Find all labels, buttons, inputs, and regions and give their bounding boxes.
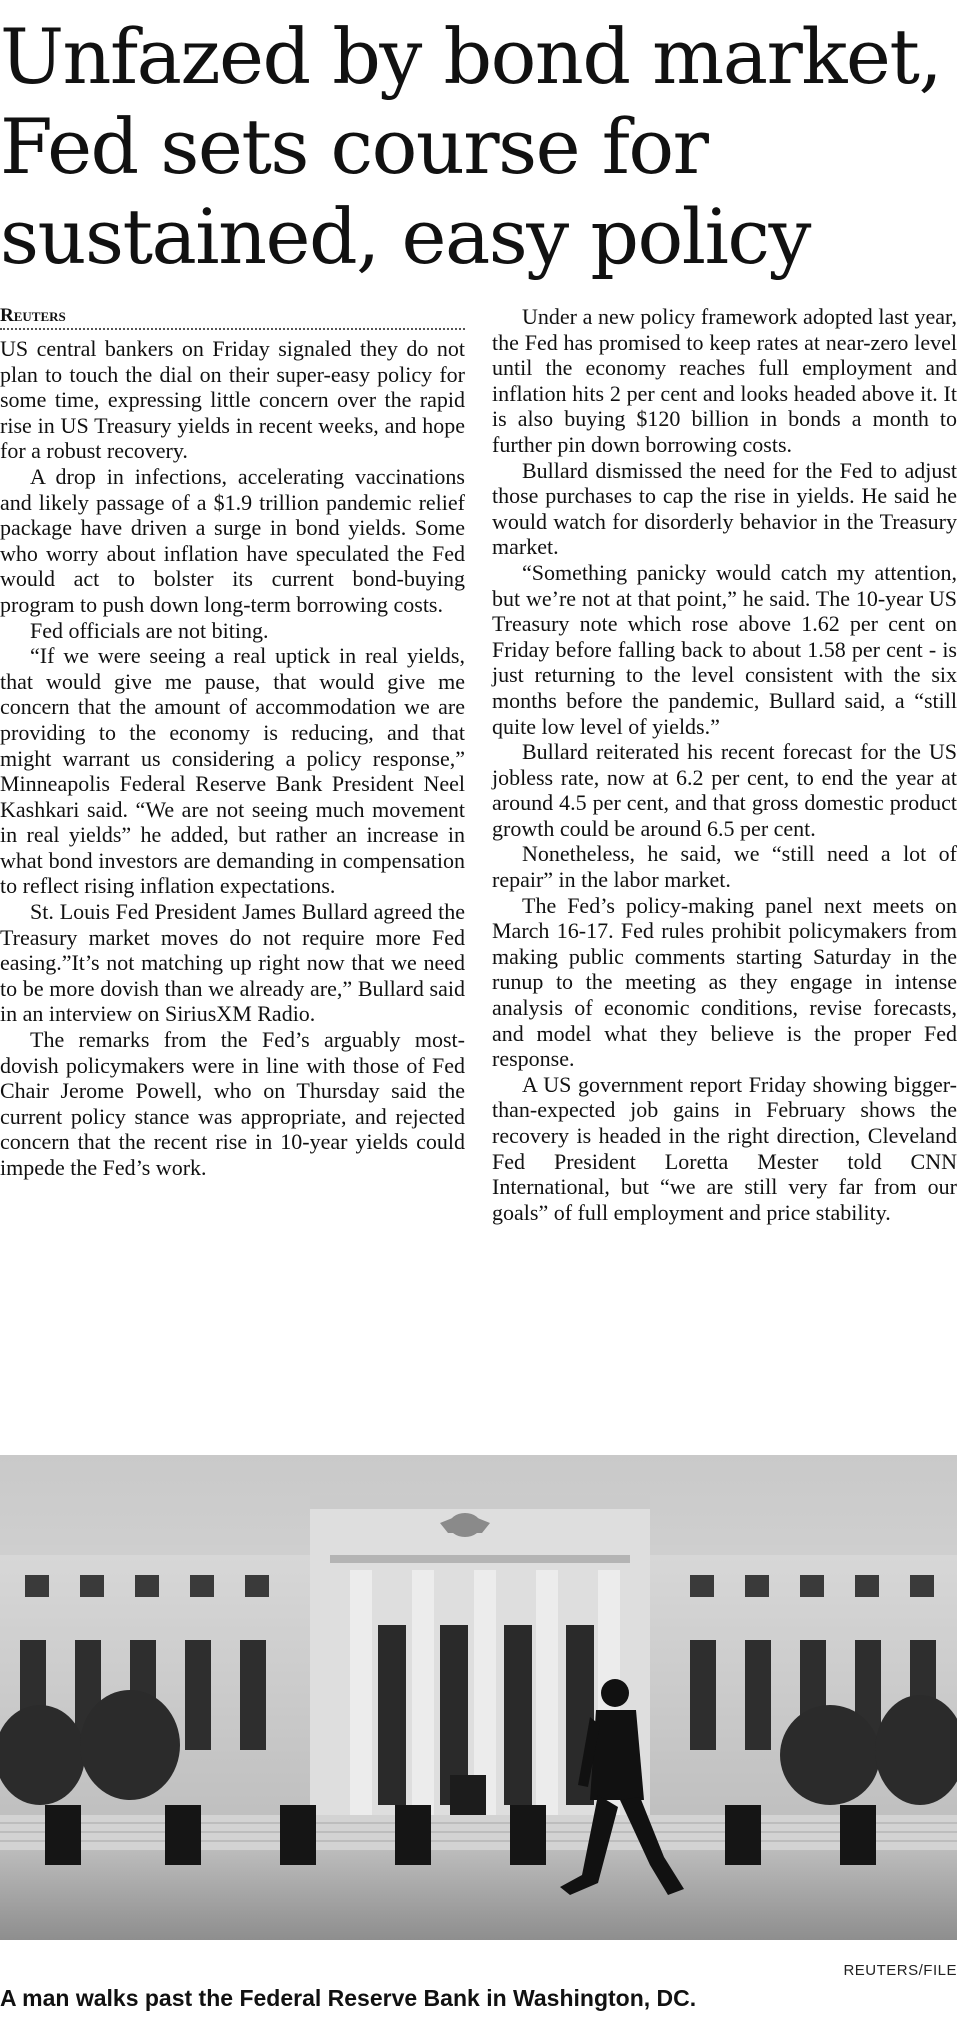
paragraph: St. Louis Fed President James Bullard agreed the Treasury market moves do not require more Fed easing.”It’s not matching up right now that we need to be more dovish than we already are,” Bullard said in an interview on SiriusXM Radio. <box>0 899 465 1027</box>
photo-credit: REUTERS/FILE <box>843 1962 957 1979</box>
paragraph: Fed officials are not biting. <box>30 617 269 643</box>
paragraph: “Something panicky would catch my attention, but we’re not at that point,” he said. The 10-year US Treasury note which rose above 1.62 per cent on Friday before falling back to about 1.58 per cent - is just returning to the level consistent with the six months before the pandemic, Bullard said, a “still quite low level of yields.” <box>492 559 957 739</box>
paragraph: The Fed’s policy-making panel next meets on March 16-17. Fed rules prohibit policymakers from making public comments starting Saturday in the runup to the meeting as they engage in intense analysis of economic conditions, revise forecasts, and model what they believe is the proper Fed response. <box>492 892 957 1072</box>
paragraph: “If we were seeing a real uptick in real yields, that would give me pause, that would give me concern that the amount of accommodation we are providing to the economy is reducing, and that might warrant us considering a policy response,” Minneapolis Federal Reserve Bank President Neel Kashkari said. “We are not seeing much movement in real yields” he added, but rather an increase in what bond investors are demanding in compensation to reflect rising inflation expectations. <box>0 643 465 899</box>
paragraph: Nonetheless, he said, we “still need a lot of repair” in the labor market. <box>492 841 957 893</box>
paragraph: Under a new policy framework adopted last year, the Fed has promised to keep rates at near-zero level until the economy reaches full employment and inflation hits 2 per cent and looks headed above it. It is also buying $120 billion in bonds a month to further pin down borrowing costs. <box>492 304 957 457</box>
paragraph: A US government report Friday showing bigger-than-expected job gains in February shows the recovery is headed in the right direction, Cleveland Fed President Loretta Mester told CNN International, but “we are still very far from our goals” of full employment and price stability. <box>492 1071 957 1225</box>
paragraph: US central bankers on Friday signaled they do not plan to touch the dial on their super-easy policy for some time, expressing little concern over the rapid rise in US Treasury yields in recent weeks, and hope for a robust recovery. <box>0 336 465 464</box>
federal-reserve-photo <box>0 1455 957 1940</box>
federal-reserve-building-image <box>0 1455 957 1940</box>
paragraph: Bullard dismissed the need for the Fed to adjust those purchases to cap the rise in yields. He said he would watch for disorderly behavior in the Treasury market. <box>492 457 957 560</box>
photo-caption: A man walks past the Federal Reserve Bank in Washington, DC. <box>0 1985 697 2011</box>
paragraph: A drop in infections, accelerating vaccinations and likely passage of a $1.9 trillion pandemic relief package have driven a surge in bond yields. Some who worry about inflation have speculated the Fed would act to bolster its current bond-buying program to push down long-term borrowing costs. <box>0 463 465 617</box>
headline: Unfazed by bond market, Fed sets course for sustained, easy policy <box>0 12 942 281</box>
byline: Reuters <box>0 304 465 330</box>
paragraph: The remarks from the Fed’s arguably most-dovish policymakers were in line with those of Fed Chair Jerome Powell, who on Thursday said the current policy stance was appropriate, and rejected concern that the recent rise in 10-year yields could impede the Fed’s work. <box>0 1027 465 1180</box>
paragraph: Bullard reiterated his recent forecast for the US jobless rate, now at 6.2 per cent, to end the year at around 4.5 per cent, and that gross domestic product growth could be around 6.5 per cent. <box>492 739 957 841</box>
right-column <box>492 304 957 1225</box>
left-column <box>0 304 465 1181</box>
